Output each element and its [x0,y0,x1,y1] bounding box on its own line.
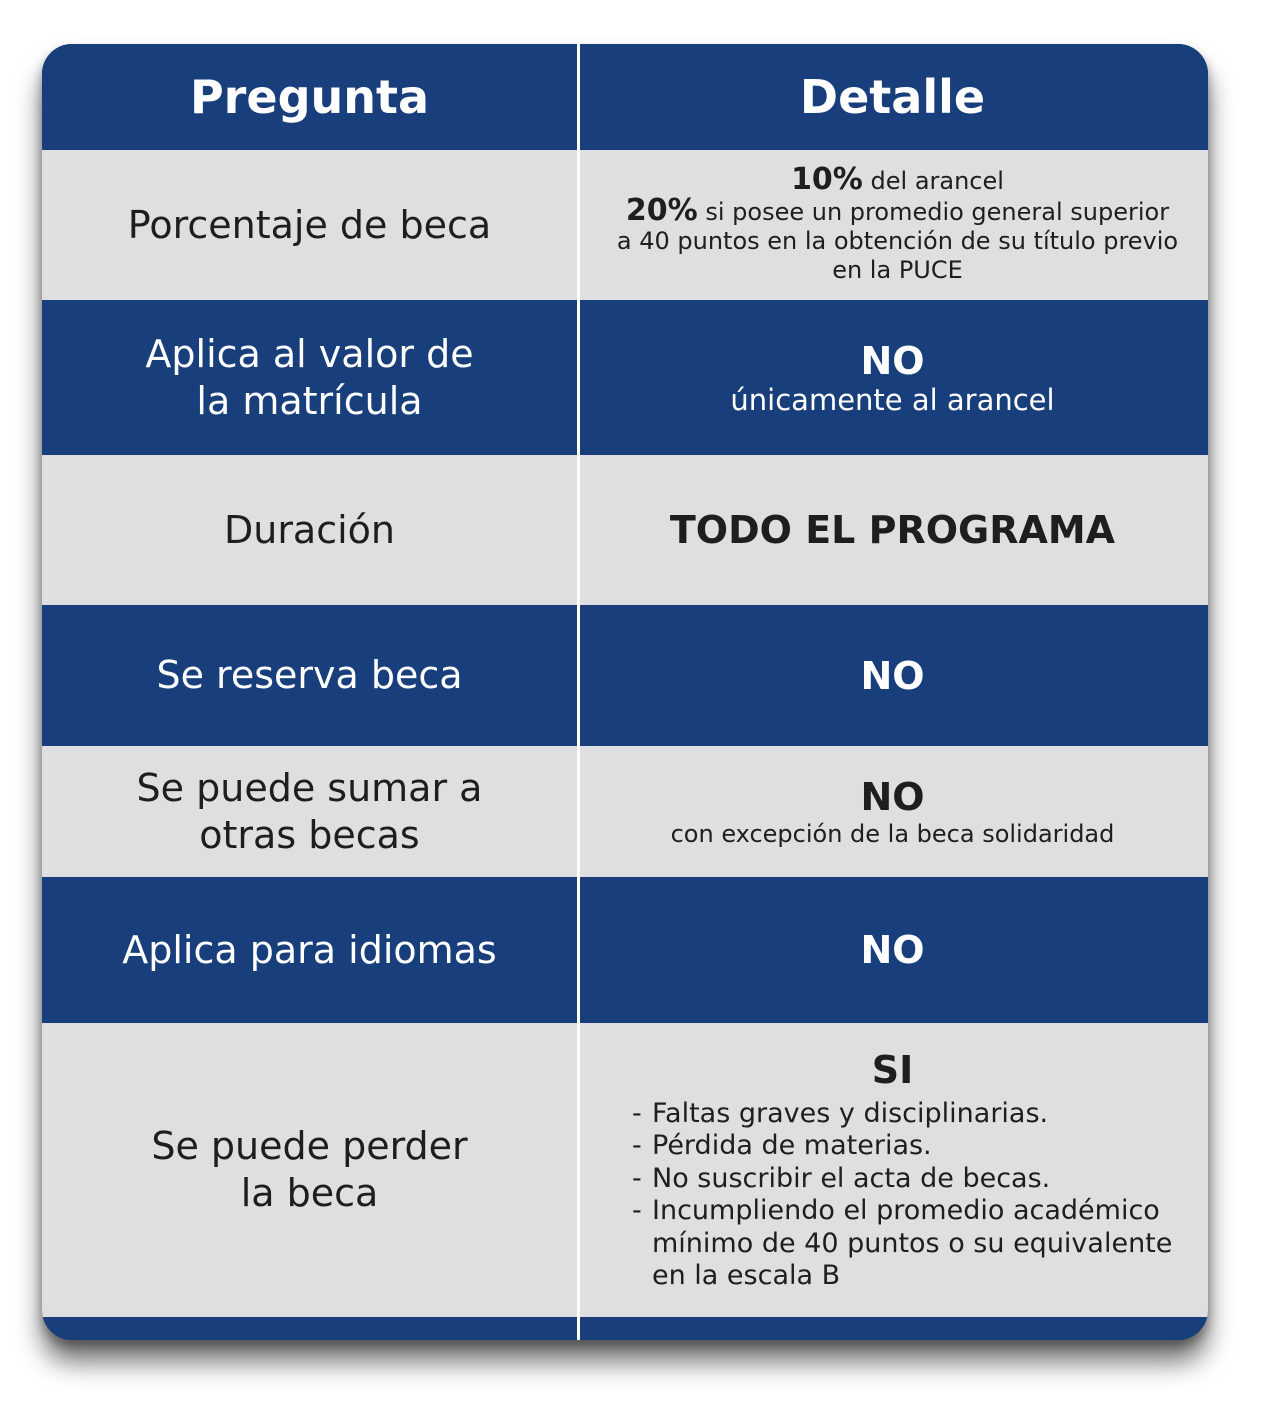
detail-cell [577,455,1208,605]
pct1-text: del arancel [870,167,1004,195]
answer-note: únicamente al arancel [730,382,1055,417]
detail-line-pct1 [791,162,1004,197]
question-cell [42,455,577,605]
question-cell [42,1023,577,1317]
loss-conditions-list [632,1098,1172,1293]
question-text: Se puede perder la beca [151,1124,468,1215]
detail-line-pct2 [625,193,1170,228]
list-item-text: Pérdida de materias. [652,1130,932,1161]
list-item-text: Faltas graves y disciplinarias. [652,1097,1049,1129]
question-cell [42,605,577,746]
detail-line-3: a 40 puntos en la obtención de su título previo [616,227,1179,255]
detail-cell [577,300,1208,455]
table-row [42,746,1208,877]
table-footer-strip [42,1317,1208,1340]
answer-note: con excepción de la beca solidaridad [670,819,1115,848]
header-question: Pregunta [189,70,430,124]
answer-text: TODO EL PROGRAMA [669,508,1116,552]
detail-cell [577,746,1208,877]
detail-cell [577,1023,1208,1317]
list-item-text: No suscribir el acta de becas. [652,1162,1051,1194]
detail-cell [577,150,1208,300]
question-text: Se reserva beca [156,653,463,697]
table-row [42,877,1208,1023]
answer-text: NO [860,928,925,972]
question-text: Duración [223,507,396,552]
table-row [42,1023,1208,1317]
header-cell-question [42,44,577,150]
pct1-value: 10% [791,162,863,197]
question-text: Se puede sumar a otras becas [136,765,483,857]
answer-text: SI [871,1047,914,1092]
list-item-text: Incumpliendo el promedio académico mínimo de 40 puntos o su equivalente en la escala B [652,1195,1173,1291]
table-row [42,605,1208,746]
question-text: Aplica al valor de la matrícula [145,331,474,423]
list-item [632,1130,1172,1163]
table-header [42,44,1208,150]
detail-cell [577,605,1208,746]
question-text: Aplica para idiomas [122,927,497,972]
list-item [632,1098,1172,1131]
list-item [632,1195,1172,1293]
answer-text: NO [860,774,925,819]
question-text: Porcentaje de beca [127,202,492,247]
scholarship-table [42,44,1208,1340]
detail-cell [577,877,1208,1023]
pct2-text: si posee un promedio general superior [705,198,1170,226]
pct2-value: 20% [625,193,698,228]
column-divider [577,44,580,1340]
table-row [42,455,1208,605]
table-row [42,300,1208,455]
question-cell [42,150,577,300]
question-cell [42,300,577,455]
answer-text: NO [860,653,925,698]
question-cell [42,877,577,1023]
header-detail: Detalle [799,70,986,124]
list-item [632,1163,1172,1196]
question-cell [42,746,577,877]
table-row [42,150,1208,300]
detail-line-4: en la PUCE [832,256,963,284]
answer-text: NO [860,338,925,383]
header-cell-detail [577,44,1208,150]
